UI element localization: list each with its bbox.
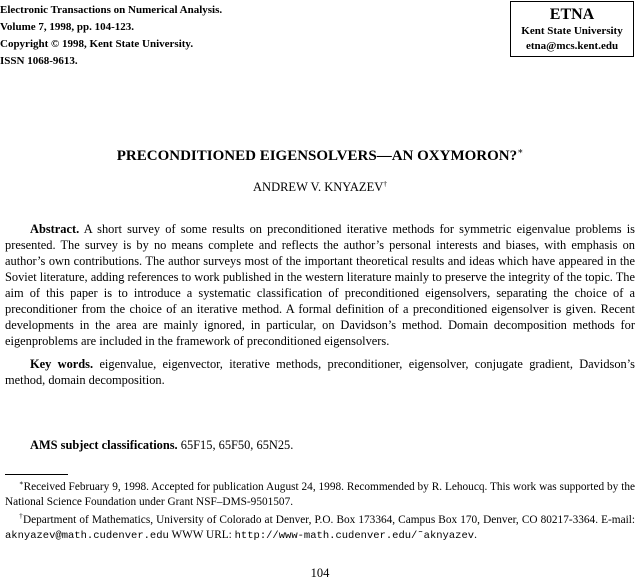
footnote-affiliation [5,513,635,544]
paper-title-text: PRECONDITIONED EIGENSOLVERS—AN OXYMORON? [116,148,518,164]
page-number: 104 [310,566,330,580]
keywords [5,356,635,388]
ams-classifications [30,437,635,453]
abstract-text: A short survey of some results on preconditioned iterative methods for symmetric eigenvalue problems is presented. The survey is by no means complete and reflects the author’s personal interests and biases, with emphasis on author’s own contributions. The author surveys most of the important theoretical results and ideas which have appeared in the Soviet literature, adding references to work published in the western literature mainly to preserve the integrity of the topic. The aim of this paper is to introduce a systematic classification of preconditioned eigensolvers, separating the choice of a preconditioner from the choice of an iterative method. A formal definition of a preconditioned eigensolver is given. Recent developments in the area are mainly ignored, in particular, on Davidson’s method. Domain decomposition methods for eigenproblems are included in the framework of preconditioned eigensolvers. [5,222,635,348]
author-email-link[interactable]: aknyazev@math.cudenver.edu [5,530,169,542]
keywords-label: Key words. [30,357,94,371]
paper-author [0,180,640,195]
author-name: ANDREW V. KNYAZEV [253,180,384,194]
author-footnote-mark: † [383,178,387,188]
etna-email: etna@mcs.kent.edu [525,40,619,52]
keywords-text: eigenvalue, eigenvector, iterative methods, preconditioner, eigensolver, conjugate gradient, Davidson’s method, domain decomposition. [5,357,635,387]
footnote-mark-1: ∗ [19,480,24,488]
etna-title: ETNA [549,6,595,23]
volume-info: Volume 7, 1998, pp. 104-123. [0,21,135,33]
footnote-received [5,480,635,510]
etna-box [510,1,634,57]
copyright-line: Copyright © 1998, Kent State University. [0,38,194,50]
www-label: WWW URL: [171,529,232,541]
footnote-rule [5,474,68,475]
journal-name: Electronic Transactions on Numerical Analysis. [0,4,223,16]
abstract [5,221,635,349]
ams-label: AMS subject classifications. [30,438,178,452]
footnote-end: . [474,529,477,541]
issn-line: ISSN 1068-9613. [0,55,78,67]
author-url-link[interactable]: http://www-math.cudenver.edu/˜aknyazev [234,530,475,542]
footnote-mark-2: † [19,513,23,521]
title-footnote-mark: ∗ [517,146,524,156]
abstract-label: Abstract. [30,222,80,236]
journal-header [0,2,222,70]
ams-text: 65F15, 65F50, 65N25. [180,438,294,452]
paper-title [0,148,640,165]
footnote-affiliation-text: Department of Mathematics, University of Colorado at Denver, P.O. Box 173364, Campus Box 170, Denver, CO 80217-3364. E-mail: [22,514,635,526]
footnote-received-text: Received February 9, 1998. Accepted for publication August 24, 1998. Recommended by R. Lehoucq. This work was supported by the National Science Foundation under Grant NSF–DMS-9501507. [5,481,635,508]
etna-university: Kent State University [521,25,623,37]
